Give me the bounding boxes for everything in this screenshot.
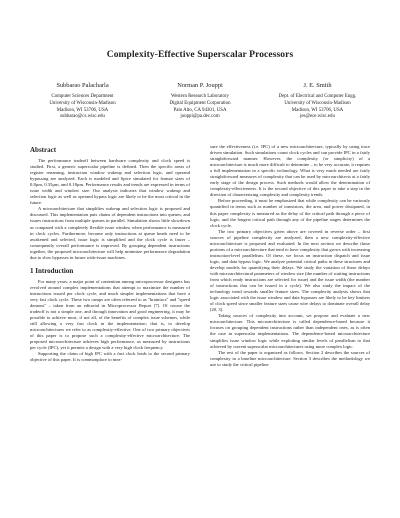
author-affiliation: University of Wisconsin-Madison: [49, 100, 116, 106]
author-name: J. E. Smith: [303, 82, 332, 89]
author-block: [25, 82, 375, 121]
section-heading: 1 Introduction: [30, 266, 74, 275]
author-email: jes@ece.wisc.edu: [300, 114, 335, 120]
author-affiliation: Dept. of Electrical and Computer Engg.: [278, 94, 357, 99]
right-column: [210, 144, 370, 368]
author-email: jouppi@pa.dec.com: [180, 114, 220, 120]
author-address: Palo Alto, CA 94301, USA: [173, 107, 227, 113]
author-email: subbarao@cs.wisc.edu: [60, 114, 105, 120]
abstract-paragraph: The performance tradeoff between hardware complexity and clock speed is studied. First, a generic superscalar pipeline is defined. Then the specific areas of register renaming, instruction window wakeup and selection logic, and operand bypassing are analyzed. Each is modeled and Spice simulated for feature sizes of 0.8µm, 0.35µm, and 0.18µm. Performance results and trends are expressed in terms of issue width and window size. Our analysis indicates that window wakeup and selection logic as well as operand bypass logic are likely to be the most critical in the future.: [30, 158, 190, 206]
author-affiliation: Western Research Laboratory: [171, 94, 229, 99]
abstract-heading: Abstract: [30, 146, 57, 154]
author-name: Norman P. Jouppi: [177, 82, 223, 89]
author-3: [260, 82, 375, 121]
body-paragraph: The rest of the paper is organized as follows. Section 2 describes the sources of complexity in a baseline microarchitecture. Section 3 describes the methodology we use to study the critical pipeline: [210, 349, 370, 367]
body-paragraph: The two primary objectives given above are covered in reverse order – first sources of pipeline complexity are analyzed, then a new complexity-effective microarchitecture is proposed and evaluated. In the next section we describe those portions of a microarchitecture that tend to have complexity that grows with increasing instruction-level parallelism. Of these, we focus on instruction dispatch and issue logic, and data bypass logic. We analyze potential critical paths in these structures and develop models for quantifying their delays. We study the variation of these delays with microarchitectural parameters of window size (the number of waiting instructions from which ready instructions are selected for issue) and the issue width (the number of instructions that can be issued in a cycle). We also study the impact of the technology trend towards smaller feature sizes. The complexity analysis shows that logic associated with the issue window and data bypasses are likely to be key limiters of clock speed since smaller feature sizes cause wire delays to dominate overall delay [20, 3].: [210, 228, 370, 313]
body-paragraph: For many years, a major point of contention among microprocessor designers has revolved around complex implementations that attempt to maximize the number of instructions issued per clock cycle, and much simpler implementations that have a very fast clock cycle. These two camps are often referred to as "brainiacs" and "speed demons" – taken from an editorial in Microprocessor Report [7]. Of course the tradeoff is not a simple one, and through innovation and good engineering, it may be possible to achieve most, if not all, of the benefits of complex issue schemes, while still allowing a very fast clock in the implementation; that is, to develop microarchitectures we refer to as complexity-effective. One of two primary objectives of this paper is to propose such a complexity-effective microarchitecture. The proposed microarchitecture achieves high performance, as measured by instructions per cycle (IPC), yet it permits a design with a very high clock frequency.: [30, 278, 190, 351]
author-affiliation: Computer Sciences Department: [51, 94, 114, 99]
author-address: Madison, WI 53706, USA: [291, 107, 344, 113]
paper-title: Complexity-Effective Superscalar Processors: [106, 50, 294, 60]
left-column: [30, 146, 190, 363]
author-address: Madison, WI 53706, USA: [56, 107, 109, 113]
author-affiliation: University of Wisconsin-Madison: [284, 100, 351, 106]
author-1: [25, 82, 140, 121]
abstract-paragraph: A microarchitecture that simplifies wakeup and selection logic is proposed and discussed. This implementation puts chains of dependent instructions into queues, and issues instructions from multiple queues in parallel. Simulation shows little slowdown as compared with a completely flexible issue window when performance is measured in clock cycles. Furthermore, because only instructions at queue heads need to be awakened and selected, issue logic is simplified and the clock cycle is faster – consequently overall performance is improved. By grouping dependent instructions together, the proposed microarchitecture will help minimize performance degradation due to slow bypasses in future wide-issue machines.: [30, 206, 190, 260]
author-name: Subbarao Palacharla: [56, 82, 109, 89]
body-paragraph: sure the effectiveness (i.e. IPC) of a new microarchitecture, typically by using trace driven simulation. Such simulations count clock cycles and can provide IPC in a fairly straightforward manner. However, the complexity (or simplicity) of a microarchitecture is much more difficult to determine – to be very accurate, it requires a full implementation in a specific technology. What is very much needed are fairly straightforward measures of complexity that can be used by microarchitects at a fairly early stage of the design process. Such methods would allow the determination of complexity-effectiveness. It is the second objective of this paper to take a step in the direction of characterizing complexity and complexity trends.: [210, 144, 370, 198]
author-2: [143, 82, 258, 121]
body-paragraph: Taking sources of complexity into account, we propose and evaluate a new microarchitecture. This microarchitecture is called dependence-based because it focuses on grouping dependent instructions rather than independent ones, as is often the case in superscalar implementations. The dependence-based microarchitecture simplifies issue window logic while exploiting similar levels of parallelism to that achieved by current superscalar microarchitectures using more complex logic.: [210, 313, 370, 349]
body-paragraph: Supporting the claim of high IPC with a fast clock leads to the second primary objective of this paper. It is commonplace to mea-: [30, 351, 190, 363]
author-affiliation: Digital Equipment Corporation: [169, 100, 231, 106]
body-paragraph: Before proceeding, it must be emphasized that while complexity can be variously quantified in terms such as number of transistors, die area, and power dissipated, in this paper complexity is measured as the delay of the critical path through a piece of logic, and the longest critical path through any of the pipeline stages determines the clock cycle.: [210, 198, 370, 228]
